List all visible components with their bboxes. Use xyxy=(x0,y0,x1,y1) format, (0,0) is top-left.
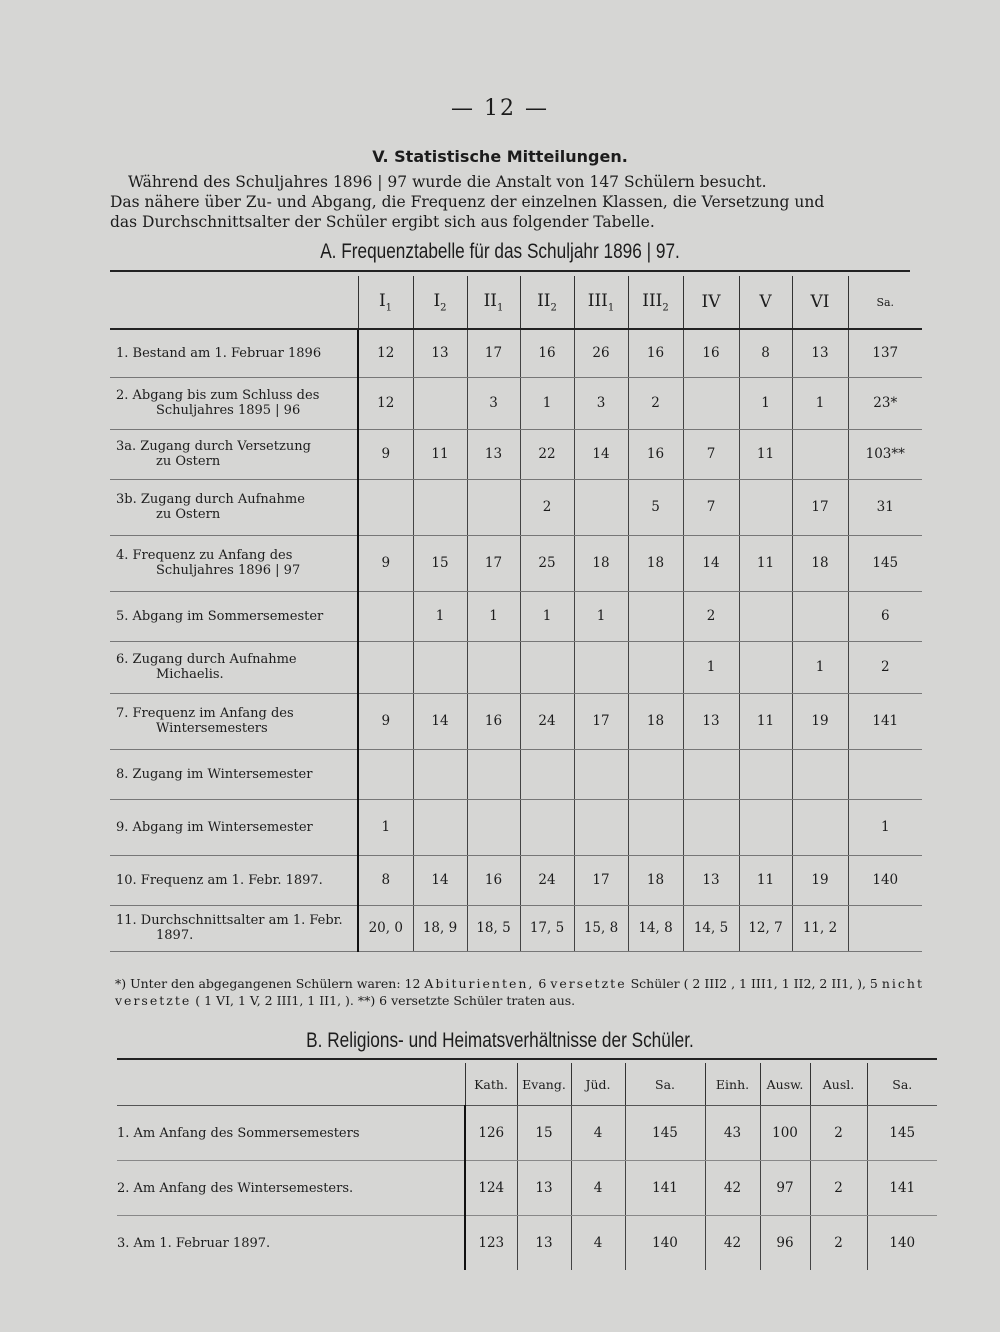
table-cell xyxy=(683,377,739,429)
col-header xyxy=(520,276,574,329)
table-cell xyxy=(683,799,739,855)
footnote-part: Abiturienten, xyxy=(424,976,535,991)
table-cell: 16 xyxy=(520,329,574,377)
col-header-sub: 1 xyxy=(385,302,393,314)
intro-paragraph xyxy=(110,172,930,232)
table-cell: 97 xyxy=(760,1161,810,1216)
col-header-base: II xyxy=(537,290,551,311)
table-cell: 17 xyxy=(574,693,628,749)
table-cell: 13 xyxy=(467,429,520,479)
col-header-base: V xyxy=(759,292,772,312)
table-cell: 19 xyxy=(792,693,848,749)
table-cell: 16 xyxy=(628,329,683,377)
table-cell xyxy=(574,479,628,535)
row-label-continuation: zu Ostern xyxy=(156,507,221,522)
row-label-line: 1. Bestand am 1. Februar 1896 xyxy=(116,345,322,361)
footnote-part: nicht versetzte xyxy=(115,976,924,1008)
row-label xyxy=(110,799,358,855)
table-cell: 17 xyxy=(467,535,520,591)
table-cell xyxy=(358,479,413,535)
table-cell xyxy=(467,799,520,855)
table-cell xyxy=(792,591,848,641)
table-cell xyxy=(467,479,520,535)
row-label: 2. Am Anfang des Wintersemesters. xyxy=(117,1161,465,1216)
row-label-continuation: Schuljahres 1895 | 96 xyxy=(156,403,301,418)
col-header-base: I xyxy=(433,290,441,311)
table-cell: 18 xyxy=(574,535,628,591)
table-cell: 8 xyxy=(358,855,413,905)
footnote-part: versetzte xyxy=(550,976,627,991)
table-cell xyxy=(739,641,792,693)
col-header xyxy=(413,276,467,329)
table-cell: 18 xyxy=(792,535,848,591)
table-cell xyxy=(574,799,628,855)
table-a-title: A. Frequenztabelle für das Schuljahr 1896 | 97. xyxy=(320,240,680,263)
table-row xyxy=(110,641,922,693)
table-cell: 11 xyxy=(739,855,792,905)
table-cell: 13 xyxy=(517,1161,571,1216)
row-label-line: 3b. Zugang durch Aufnahme xyxy=(116,492,305,507)
table-cell: 16 xyxy=(628,429,683,479)
table-cell: 5 xyxy=(628,479,683,535)
table-cell xyxy=(520,749,574,799)
table-cell: 96 xyxy=(760,1216,810,1271)
table-cell: 1 xyxy=(683,641,739,693)
table-cell: 1 xyxy=(467,591,520,641)
table-cell: 17 xyxy=(792,479,848,535)
col-header-sub: 2 xyxy=(440,302,447,314)
row-label xyxy=(110,429,358,479)
table-cell: 3 xyxy=(467,377,520,429)
table-cell xyxy=(628,799,683,855)
table-a-corner xyxy=(110,276,358,329)
table-cell: 18 xyxy=(628,535,683,591)
table-cell: 103** xyxy=(848,429,922,479)
row-label-line: 9. Abgang im Wintersemester xyxy=(116,819,313,835)
table-cell: 2 xyxy=(628,377,683,429)
col-header-base: I xyxy=(378,290,386,311)
table-cell: 18 xyxy=(628,693,683,749)
table-cell: 14 xyxy=(413,855,467,905)
col-header xyxy=(467,276,520,329)
table-cell: 14, 8 xyxy=(628,905,683,951)
table-cell: 2 xyxy=(848,641,922,693)
table-cell: 43 xyxy=(705,1106,760,1161)
intro-line-1: Während des Schuljahres 1896 | 97 wurde die Anstalt von 147 Schülern besucht. xyxy=(128,173,767,191)
table-cell: 42 xyxy=(705,1216,760,1271)
row-label xyxy=(110,535,358,591)
table-cell xyxy=(848,749,922,799)
col-header: Ausw. xyxy=(760,1063,810,1106)
table-cell: 24 xyxy=(520,693,574,749)
table-row xyxy=(110,749,922,799)
table-cell xyxy=(739,749,792,799)
table-cell: 2 xyxy=(520,479,574,535)
table-cell: 145 xyxy=(848,535,922,591)
table-cell: 15, 8 xyxy=(574,905,628,951)
table-cell: 11 xyxy=(413,429,467,479)
footnote xyxy=(115,975,945,1009)
table-cell: 140 xyxy=(625,1216,705,1271)
table-cell: 4 xyxy=(571,1216,625,1271)
table-cell: 15 xyxy=(413,535,467,591)
table-row xyxy=(110,693,922,749)
col-header-sub: 1 xyxy=(497,302,504,314)
col-header-sub: 2 xyxy=(662,302,669,314)
row-label-continuation: Schuljahres 1896 | 97 xyxy=(156,563,301,578)
table-cell: 13 xyxy=(517,1216,571,1271)
table-cell xyxy=(848,905,922,951)
table-cell: 4 xyxy=(571,1161,625,1216)
table-cell xyxy=(739,591,792,641)
table-cell: 17 xyxy=(574,855,628,905)
table-cell xyxy=(792,429,848,479)
row-label-continuation: Wintersemesters xyxy=(156,721,268,736)
table-row xyxy=(110,429,922,479)
table-cell: 1 xyxy=(520,591,574,641)
footnote-part: *) Unter den abgegangenen Schülern waren: 12 xyxy=(115,976,421,991)
table-row xyxy=(110,591,922,641)
table-cell: 3 xyxy=(574,377,628,429)
table-b-title: B. Religions- und Heimatsverhältnisse der Schüler. xyxy=(306,1029,694,1052)
intro-line-3: das Durchschnittsalter der Schüler ergibt sich aus folgender Tabelle. xyxy=(110,213,655,231)
table-cell: 145 xyxy=(625,1106,705,1161)
col-header: Jüd. xyxy=(571,1063,625,1106)
col-header: Einh. xyxy=(705,1063,760,1106)
table-cell xyxy=(413,377,467,429)
table-row xyxy=(110,329,922,377)
col-header xyxy=(683,276,739,329)
table-cell: 9 xyxy=(358,535,413,591)
table-cell xyxy=(628,641,683,693)
table-cell: 137 xyxy=(848,329,922,377)
table-cell xyxy=(628,749,683,799)
row-label-line: 7. Frequenz im Anfang des xyxy=(116,706,294,721)
table-cell xyxy=(358,641,413,693)
table-cell: 18, 5 xyxy=(467,905,520,951)
row-label-continuation: zu Ostern xyxy=(156,454,221,469)
table-cell: 1 xyxy=(574,591,628,641)
footnote-part: ( 1 VI, 1 V, 2 III1, 1 II1, ). **) 6 versetzte Schüler traten aus. xyxy=(195,993,576,1008)
table-cell: 25 xyxy=(520,535,574,591)
row-label-continuation: Michaelis. xyxy=(156,667,224,682)
table-cell: 1 xyxy=(358,799,413,855)
col-header xyxy=(628,276,683,329)
table-cell xyxy=(739,479,792,535)
table-cell: 18 xyxy=(628,855,683,905)
table-b-corner xyxy=(117,1063,465,1106)
table-cell: 9 xyxy=(358,693,413,749)
table-cell: 7 xyxy=(683,479,739,535)
row-label xyxy=(110,693,358,749)
table-cell: 14 xyxy=(683,535,739,591)
row-label-continuation: 1897. xyxy=(156,928,194,943)
table-cell: 23* xyxy=(848,377,922,429)
row-label-line: 4. Frequenz zu Anfang des xyxy=(116,548,293,563)
col-header xyxy=(792,276,848,329)
intro-line-2: Das nähere über Zu- und Abgang, die Frequenz der einzelnen Klassen, die Versetzung und xyxy=(110,193,825,211)
table-row xyxy=(110,799,922,855)
table-cell: 11 xyxy=(739,429,792,479)
row-label-line: 2. Abgang bis zum Schluss des xyxy=(116,388,320,403)
col-header-sub: 2 xyxy=(550,302,557,314)
table-cell: 11 xyxy=(739,693,792,749)
table-cell: 124 xyxy=(465,1161,517,1216)
table-cell: 12 xyxy=(358,329,413,377)
table-cell: 12 xyxy=(358,377,413,429)
table-cell xyxy=(792,799,848,855)
table-b-top-rule xyxy=(117,1058,937,1060)
col-header: Sa. xyxy=(625,1063,705,1106)
table-cell: 2 xyxy=(810,1161,867,1216)
table-cell: 4 xyxy=(571,1106,625,1161)
table-cell: 1 xyxy=(413,591,467,641)
religion-table xyxy=(117,1063,937,1270)
col-header-base: III xyxy=(587,290,608,311)
table-cell xyxy=(520,799,574,855)
table-cell: 8 xyxy=(739,329,792,377)
table-cell: 6 xyxy=(848,591,922,641)
row-label xyxy=(110,749,358,799)
col-header-base: IV xyxy=(701,292,721,312)
table-cell xyxy=(467,749,520,799)
table-cell xyxy=(467,641,520,693)
row-label xyxy=(110,479,358,535)
table-cell: 13 xyxy=(683,693,739,749)
table-cell: 26 xyxy=(574,329,628,377)
table-row xyxy=(110,377,922,429)
table-row xyxy=(110,479,922,535)
footnote-part: Schüler ( 2 III2 , 1 III1, 1 II2, xyxy=(630,976,816,991)
section-heading: V. Statistische Mitteilungen. xyxy=(372,147,628,166)
table-cell xyxy=(792,749,848,799)
col-header-sum xyxy=(848,276,922,329)
row-label-line: 3a. Zugang durch Versetzung xyxy=(116,439,311,454)
table-row xyxy=(110,535,922,591)
table-cell: 141 xyxy=(848,693,922,749)
table-cell: 18, 9 xyxy=(413,905,467,951)
row-label-line: 5. Abgang im Sommersemester xyxy=(116,608,324,624)
table-cell: 16 xyxy=(683,329,739,377)
table-cell: 1 xyxy=(792,641,848,693)
table-cell: 14 xyxy=(574,429,628,479)
table-cell: 17 xyxy=(467,329,520,377)
col-header-base: VI xyxy=(810,292,830,312)
table-cell: 17, 5 xyxy=(520,905,574,951)
table-b-header-row xyxy=(117,1063,937,1106)
row-label xyxy=(110,905,358,951)
table-cell: 19 xyxy=(792,855,848,905)
table-cell: 42 xyxy=(705,1161,760,1216)
table-cell: 2 xyxy=(810,1216,867,1271)
table-cell: 20, 0 xyxy=(358,905,413,951)
table-cell xyxy=(413,799,467,855)
table-cell: 123 xyxy=(465,1216,517,1271)
table-cell: 16 xyxy=(467,693,520,749)
table-cell: 9 xyxy=(358,429,413,479)
col-header xyxy=(574,276,628,329)
table-cell: 140 xyxy=(867,1216,937,1271)
table-row xyxy=(117,1106,937,1161)
col-header-base: III xyxy=(642,290,663,311)
col-header xyxy=(739,276,792,329)
row-label-line: 6. Zugang durch Aufnahme xyxy=(116,652,297,667)
table-cell xyxy=(413,749,467,799)
table-cell: 13 xyxy=(683,855,739,905)
table-cell: 12, 7 xyxy=(739,905,792,951)
table-cell: 13 xyxy=(792,329,848,377)
col-header: Kath. xyxy=(465,1063,517,1106)
frequency-table xyxy=(110,276,922,952)
table-cell: 140 xyxy=(848,855,922,905)
table-cell: 1 xyxy=(848,799,922,855)
table-cell: 1 xyxy=(792,377,848,429)
table-cell xyxy=(574,641,628,693)
table-cell: 145 xyxy=(867,1106,937,1161)
table-cell: 1 xyxy=(520,377,574,429)
table-cell xyxy=(739,799,792,855)
table-cell: 16 xyxy=(467,855,520,905)
footnote-part: 6 xyxy=(538,976,547,991)
col-header: Ausl. xyxy=(810,1063,867,1106)
table-cell: 7 xyxy=(683,429,739,479)
table-row xyxy=(110,855,922,905)
row-label xyxy=(110,855,358,905)
table-cell: 126 xyxy=(465,1106,517,1161)
table-cell: 24 xyxy=(520,855,574,905)
table-cell: 2 xyxy=(810,1106,867,1161)
row-label xyxy=(110,641,358,693)
row-label xyxy=(110,329,358,377)
row-label-line: 11. Durchschnittsalter am 1. Febr. xyxy=(116,913,343,928)
table-cell: 1 xyxy=(739,377,792,429)
table-cell: 2 xyxy=(683,591,739,641)
table-cell xyxy=(574,749,628,799)
page-number: — 12 — xyxy=(451,96,549,121)
table-cell xyxy=(628,591,683,641)
row-label-line: 10. Frequenz am 1. Febr. 1897. xyxy=(116,872,323,888)
table-cell: 14, 5 xyxy=(683,905,739,951)
table-cell: 100 xyxy=(760,1106,810,1161)
table-cell: 15 xyxy=(517,1106,571,1161)
table-cell xyxy=(520,641,574,693)
table-row xyxy=(117,1216,937,1271)
table-cell xyxy=(358,749,413,799)
row-label-line: 8. Zugang im Wintersemester xyxy=(116,766,313,782)
table-a-header-row xyxy=(110,276,922,329)
col-header: Sa. xyxy=(867,1063,937,1106)
col-header xyxy=(358,276,413,329)
table-row xyxy=(117,1161,937,1216)
table-a-top-rule xyxy=(110,270,910,272)
table-cell xyxy=(358,591,413,641)
table-cell: 11, 2 xyxy=(792,905,848,951)
col-header-sub: 1 xyxy=(607,302,615,314)
table-cell: 14 xyxy=(413,693,467,749)
table-row xyxy=(110,905,922,951)
col-header-base: II xyxy=(483,290,498,311)
row-label: 3. Am 1. Februar 1897. xyxy=(117,1235,271,1251)
table-cell xyxy=(413,641,467,693)
table-cell xyxy=(683,749,739,799)
table-cell: 11 xyxy=(739,535,792,591)
row-label: 1. Am Anfang des Sommersemesters xyxy=(117,1106,465,1161)
table-cell: 141 xyxy=(625,1161,705,1216)
row-label xyxy=(110,377,358,429)
table-cell: 22 xyxy=(520,429,574,479)
table-cell: 13 xyxy=(413,329,467,377)
table-cell: 31 xyxy=(848,479,922,535)
col-header-base: Sa. xyxy=(876,295,895,309)
footnote-part: 2 II1, ), 5 xyxy=(819,976,878,991)
row-label xyxy=(110,591,358,641)
col-header: Evang. xyxy=(517,1063,571,1106)
table-cell xyxy=(413,479,467,535)
table-cell: 141 xyxy=(867,1161,937,1216)
